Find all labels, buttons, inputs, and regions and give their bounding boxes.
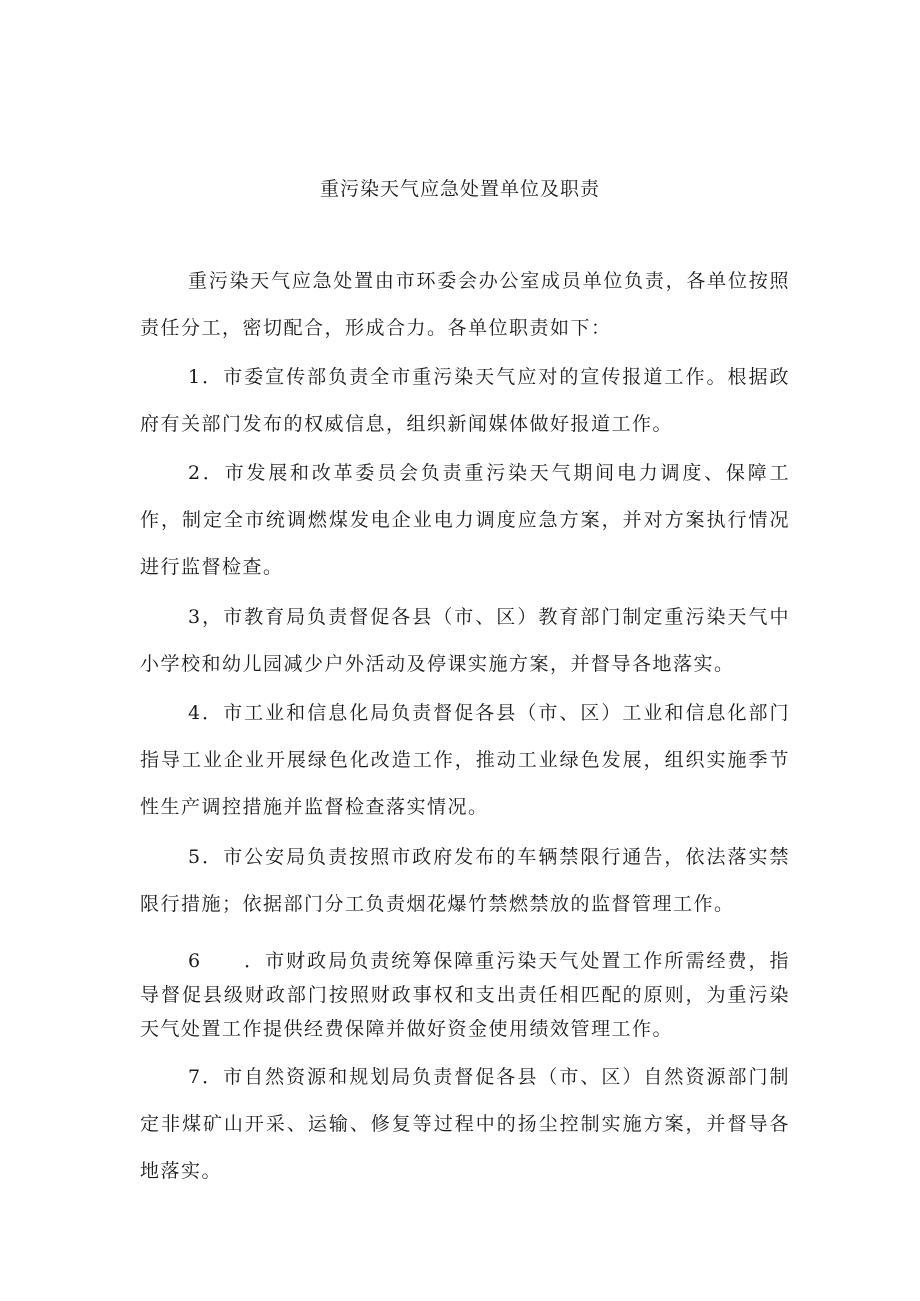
- duty-item-5: 5．市公安局负责按照市政府发布的车辆禁限行通告，依法落实禁限行措施；依据部门分工负责烟花爆竹禁燃禁放的监督管理工作。: [140, 846, 790, 915]
- duty-item-4: 4．市工业和信息化局负责督促各县（市、区）工业和信息化部门指导工业企业开展绿色化改造工作，推动工业绿色发展，组织实施季节性生产调控措施并监督检查落实情况。: [140, 702, 790, 818]
- duty-item-6: 6 ．市财政局负责统筹保障重污染天气处置工作所需经费，指导督促县级财政部门按照财政事权和支出责任相匹配的原则，为重污染天气处置工作提供经费保障并做好资金使用绩效管理工作。: [140, 950, 790, 1040]
- document-title: 重污染天气应急处置单位及职责: [319, 178, 600, 200]
- duty-item-3: 3，市教育局负责督促各县（市、区）教育部门制定重污染天气中小学校和幼儿园减少户外活动及停课实施方案，并督导各地落实。: [140, 606, 790, 675]
- duty-item-1: 1．市委宣传部负责全市重污染天气应对的宣传报道工作。根据政府有关部门发布的权威信息，组织新闻媒体做好报道工作。: [140, 366, 790, 435]
- duty-item-7: 7．市自然资源和规划局负责督促各县（市、区）自然资源部门制定非煤矿山开采、运输、修复等过程中的扬尘控制实施方案，并督导各地落实。: [140, 1066, 790, 1182]
- duty-item-2: 2．市发展和改革委员会负责重污染天气期间电力调度、保障工作，制定全市统调燃煤发电企业电力调度应急方案，并对方案执行情况进行监督检查。: [140, 462, 790, 578]
- intro-paragraph: 重污染天气应急处置由市环委会办公室成员单位负责，各单位按照责任分工，密切配合，形成合力。各单位职责如下：: [140, 270, 790, 339]
